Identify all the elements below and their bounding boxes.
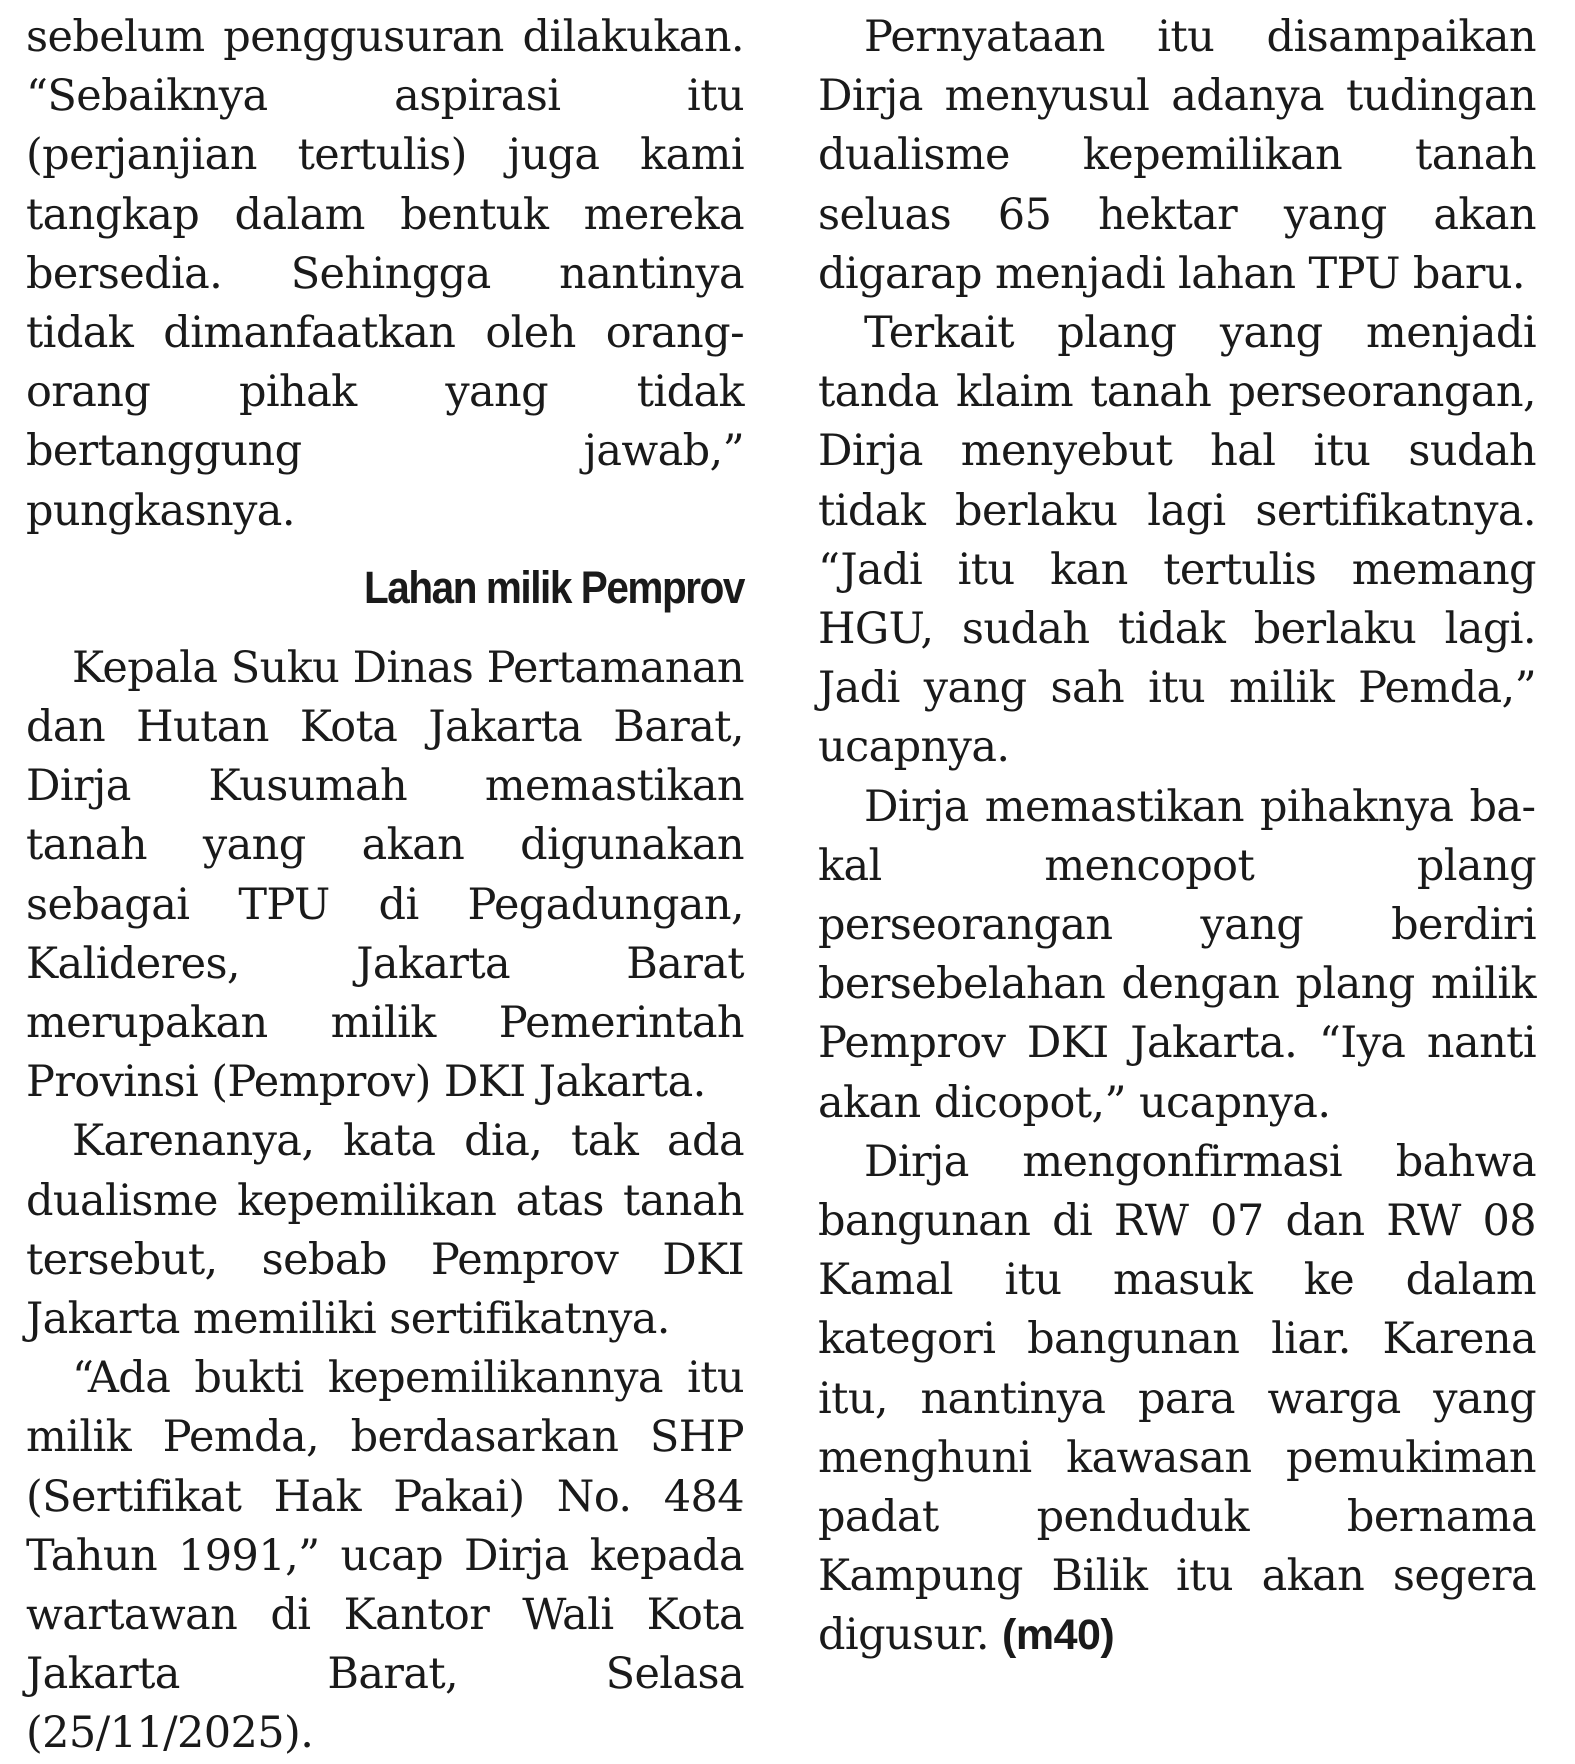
paragraph-bangunan-liar-text: Dirja mengonfirmasi bahwa bangunan di RW 07 dan RW 08 Kamal itu masuk ke dalam kategori bangunan liar. Karena itu, nantinya para warga yang menghuni kawasan pemukiman padat penduduk bernama Kampung Bilik itu akan segera digusur.: [818, 1136, 1536, 1661]
paragraph-bangunan-liar: [818, 1133, 1536, 1666]
paragraph-mencopot-plang: Dirja memastikan pihaknya bakal mencopot plang perseorangan yang berdiri bersebelahan dengan plang milik Pemprov DKI Jakarta. “Iya nanti akan dicopot,” ucapnya.: [818, 781, 1536, 1128]
subheading: Lahan milik Pemprov: [363, 561, 744, 613]
paragraph-terkait-plang: Terkait plang yang menjadi tanda klaim tanah perseorangan, Dirja menyebut hal itu sudah tidak berlaku lagi sertifikatnya. “Jadi itu kan tertulis memang HGU, sudah tidak berlaku lagi. Jadi yang sah itu milik Pemda,” ucapnya.: [818, 308, 1536, 773]
author-byline: (m40): [1002, 1611, 1115, 1660]
paragraph-pernyataan: Pernyataan itu disampaikan Dirja menyusul adanya tudingan dualisme kepemilikan tanah seluas 65 hektar yang akan digarap menjadi lahan TPU baru.: [818, 12, 1536, 299]
right-column: [818, 8, 1536, 1666]
paragraph-continuation: sebelum penggusuran dilakukan. “Sebaiknya aspirasi itu (perjanjian tertulis) juga kami tangkap dalam bentuk mereka bersedia. Sehingga nantinya tidak dimanfaatkan oleh orang-orang pihak yang tidak bertanggung jawab,” pungkasnya.: [26, 12, 744, 536]
paragraph-kepala-suku-dinas: Kepala Suku Dinas Pertamanan dan Hutan Kota Jakarta Barat, Dirja Kusumah memastikan tanah yang akan digunakan sebagai TPU di Pegadungan, Kalideres, Jakarta Barat merupakan milik Pemerintah Provinsi (Pemprov) DKI Jakarta.: [26, 642, 744, 1108]
paragraph-karenanya: Karenanya, kata dia, tak ada dualisme kepemilikan atas tanah tersebut, sebab Pemprov DKI Jakarta memiliki sertifikatnya.: [26, 1116, 744, 1345]
left-column: [26, 8, 744, 1764]
paragraph-bukti-kepemilikan: “Ada bukti kepemilikannya itu milik Pemda, berdasarkan SHP (Sertifikat Hak Pakai) No. 484 Tahun 1991,” ucap Dirja kepada wartawan di Kantor Wali Kota Jakarta Barat, Selasa (25/11/2025).: [26, 1353, 744, 1759]
